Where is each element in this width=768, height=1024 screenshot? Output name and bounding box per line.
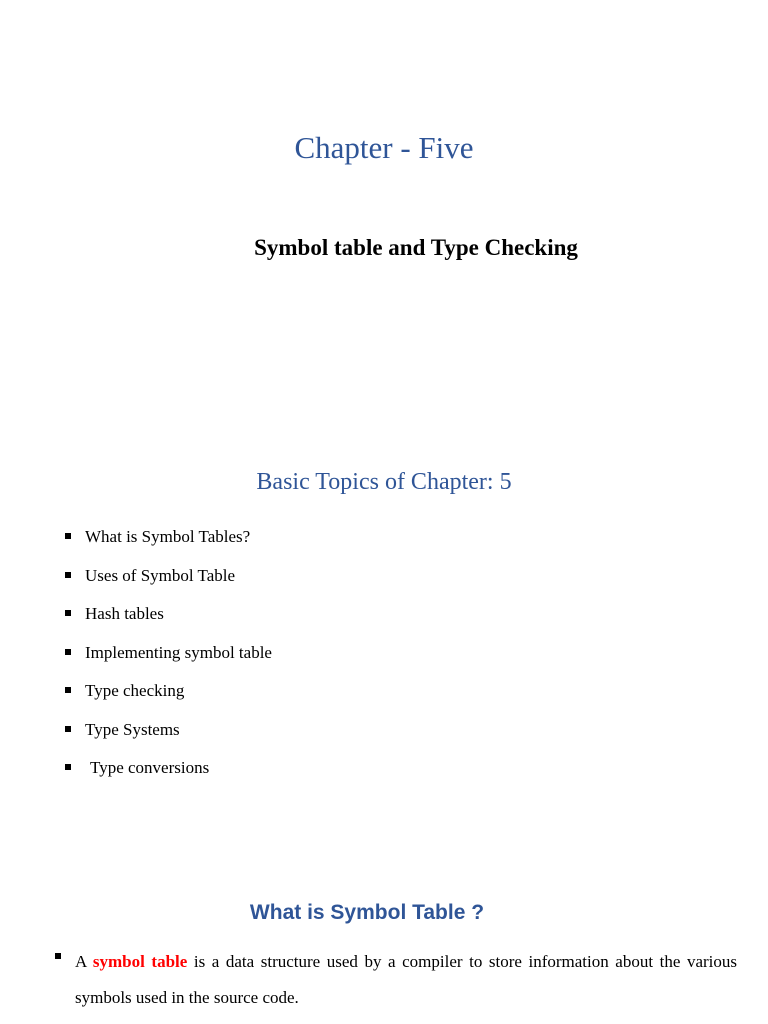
para-rest: is a data structure used by a compiler to store information about the various symbols used in the source code. (75, 952, 738, 1007)
topic-label: Uses of Symbol Table (85, 565, 236, 585)
square-bullet-icon (65, 649, 71, 655)
definition-paragraph (75, 944, 737, 1016)
square-bullet-icon (65, 687, 71, 693)
square-bullet-icon (65, 764, 71, 770)
topic-label: Implementing symbol table (85, 642, 272, 662)
square-bullet-icon (65, 533, 71, 539)
topics-heading: Basic Topics of Chapter: 5 (256, 469, 512, 495)
square-bullet-icon (55, 953, 61, 959)
square-bullet-icon (65, 572, 71, 578)
topic-label: Type Systems (85, 719, 180, 739)
chapter-subtitle: Symbol table and Type Checking (254, 235, 578, 260)
section-heading: What is Symbol Table ? (249, 901, 485, 924)
topic-label: Type conversions (90, 758, 210, 777)
chapter-title: Chapter - Five (294, 130, 474, 165)
topic-label: Hash tables (85, 604, 164, 623)
para-prefix: A (75, 952, 93, 971)
highlighted-term: symbol table (92, 952, 188, 971)
topic-label: Type checking (85, 681, 185, 700)
square-bullet-icon (65, 610, 71, 616)
square-bullet-icon (65, 726, 71, 732)
topic-label: What is Symbol Tables? (85, 527, 251, 546)
